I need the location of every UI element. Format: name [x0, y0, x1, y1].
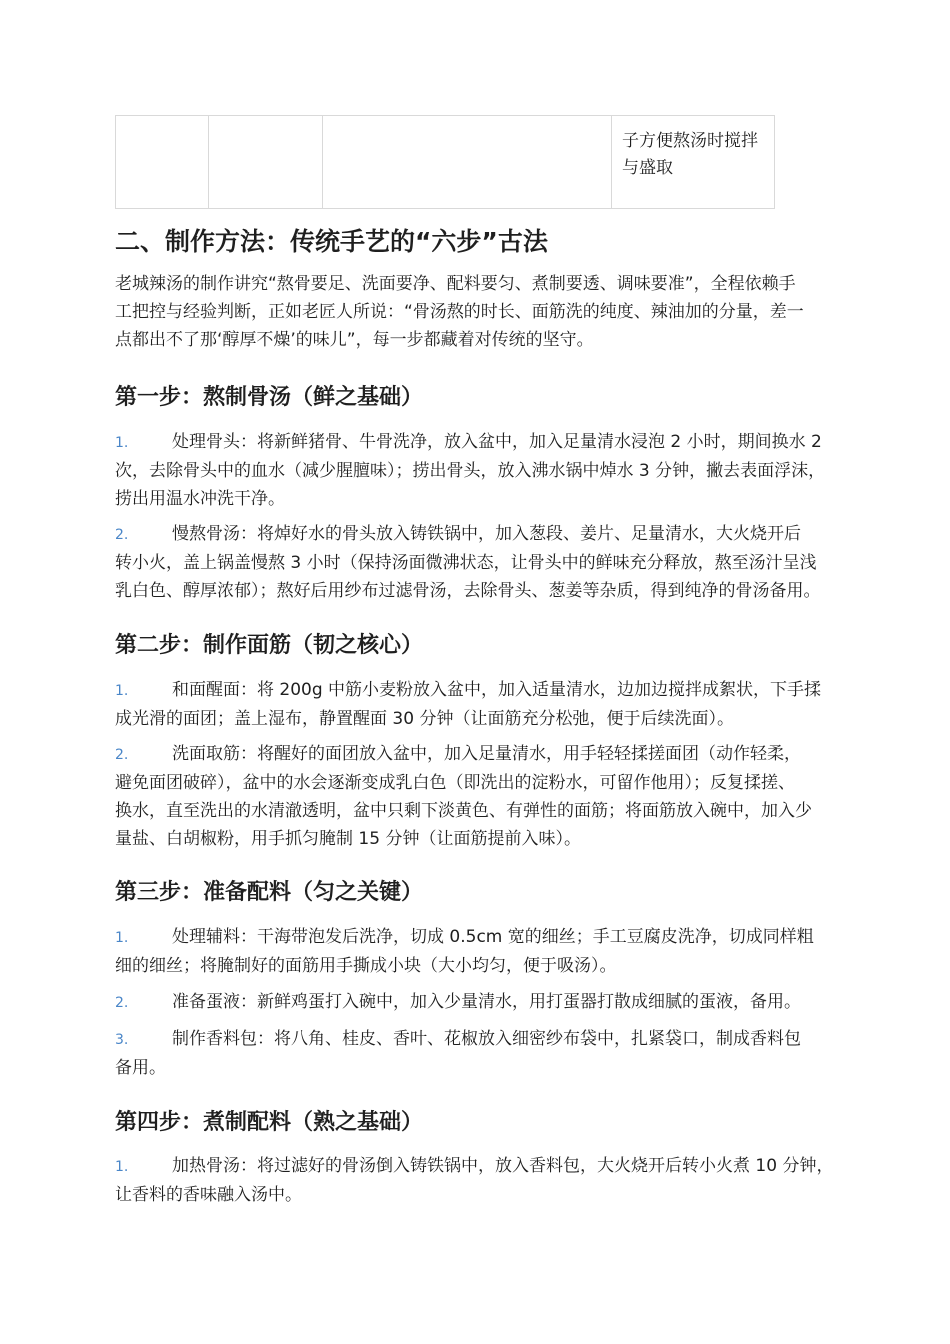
text-line: 老城辣汤的制作讲究“熬骨要足、洗面要净、配料要匀、煮制要透、调味要准”，全程依赖手 — [115, 274, 796, 294]
list-item — [115, 740, 845, 853]
text-line — [115, 923, 845, 952]
list-item — [115, 923, 845, 980]
list-item — [115, 676, 845, 733]
text-line: 和面醒面：将 200g 中筋小麦粉放入盆中，加入适量清水，边加边搅拌成絮状，下手揉 — [172, 680, 822, 700]
text-line: 乳白色、醇厚浓郁）；熬好后用纱布过滤骨汤，去除骨头、葱姜等杂质，得到纯净的骨汤备用。 — [115, 581, 821, 601]
list-number: 2. — [115, 747, 129, 763]
list-item — [115, 428, 845, 513]
text-line — [115, 740, 845, 769]
text-line: 捞出用温水冲洗干净。 — [115, 489, 285, 509]
list-item — [115, 1152, 845, 1209]
text-line: 工把控与经验判断，正如老匠人所说：“骨汤熬的时长、面筋洗的纯度、辣油加的分量，差一 — [115, 302, 804, 322]
text-line: 转小火，盖上锅盖慢熬 3 小时（保持汤面微沸状态，让骨头中的鲜味充分释放，熬至汤汁呈浅 — [115, 553, 817, 573]
step-1-heading: 第一步：熬制骨汤（鲜之基础） — [115, 385, 424, 410]
list-number: 3. — [115, 1032, 129, 1048]
text-line: 准备蛋液：新鲜鸡蛋打入碗中，加入少量清水，用打蛋器打散成细腻的蛋液，备用。 — [172, 992, 801, 1012]
text-line: 成光滑的面团；盖上湿布，静置醒面 30 分钟（让面筋充分松弛，便于后续洗面）。 — [115, 709, 734, 729]
text-line: 细的细丝；将腌制好的面筋用手撕成小块（大小均匀，便于吸汤）。 — [115, 956, 617, 976]
text-line: 换水，直至洗出的水清澈透明，盆中只剩下淡黄色、有弹性的面筋；将面筋放入碗中，加入少 — [115, 801, 812, 821]
text-line: 备用。 — [115, 1058, 166, 1078]
list-number: 2. — [115, 527, 129, 543]
text-line: 点都出不了那‘醇厚不燥’的味儿”，每一步都藏着对传统的坚守。 — [115, 330, 594, 350]
text-line: 处理骨头：将新鲜猪骨、牛骨洗净，放入盆中，加入足量清水浸泡 2 小时，期间换水 2 — [172, 432, 822, 452]
text-line: 次，去除骨头中的血水（减少腥膻味）；捞出骨头，放入沸水锅中焯水 3 分钟，撇去表面浮沫， — [115, 461, 826, 481]
table-cell-usage — [612, 116, 775, 209]
cell-line: 与盛取 — [622, 158, 673, 178]
text-line: 避免面团破碎），盆中的水会逐渐变成乳白色（即洗出的淀粉水，可留作他用）；反复揉搓、 — [115, 773, 795, 793]
step-4-heading: 第四步：煮制配料（熟之基础） — [115, 1110, 424, 1135]
text-line — [115, 428, 845, 457]
list-item — [115, 988, 845, 1017]
table-cell — [323, 116, 612, 209]
text-line — [115, 520, 845, 549]
list-number: 2. — [115, 995, 129, 1011]
step-2-heading: 第二步：制作面筋（韧之核心） — [115, 633, 424, 658]
intro-paragraph — [115, 270, 845, 354]
list-item — [115, 520, 845, 605]
step-3-heading: 第三步：准备配料（匀之关键） — [115, 880, 424, 905]
text-line: 慢熬骨汤：将焯好水的骨头放入铸铁锅中，加入葱段、姜片、足量清水，大火烧开后 — [172, 524, 801, 544]
text-line — [115, 988, 845, 1017]
text-line: 制作香料包：将八角、桂皮、香叶、花椒放入细密纱布袋中，扎紧袋口，制成香料包 — [172, 1029, 801, 1049]
text-line — [115, 1152, 845, 1181]
list-number: 1. — [115, 435, 129, 451]
text-line: 量盐、白胡椒粉，用手抓匀腌制 15 分钟（让面筋提前入味）。 — [115, 829, 581, 849]
list-item — [115, 1025, 845, 1082]
text-line: 让香料的香味融入汤中。 — [115, 1185, 302, 1205]
list-number: 1. — [115, 1159, 129, 1175]
section-heading: 二、制作方法：传统手艺的“六步”古法 — [115, 227, 548, 256]
table-cell — [116, 116, 209, 209]
text-line: 加热骨汤：将过滤好的骨汤倒入铸铁锅中，放入香料包，大火烧开后转小火煮 10 分钟， — [172, 1156, 834, 1176]
table-cell — [209, 116, 323, 209]
table-row — [116, 116, 775, 209]
cell-line: 子方便熬汤时搅拌 — [622, 131, 758, 151]
list-number: 1. — [115, 930, 129, 946]
text-line — [115, 1025, 845, 1054]
text-line: 洗面取筋：将醒好的面团放入盆中，加入足量清水，用手轻轻揉搓面团（动作轻柔， — [172, 744, 801, 764]
list-number: 1. — [115, 683, 129, 699]
text-line: 处理辅料：干海带泡发后洗净，切成 0.5cm 宽的细丝；手工豆腐皮洗净，切成同样粗 — [172, 927, 814, 947]
ingredient-table-fragment — [115, 115, 775, 209]
text-line — [115, 676, 845, 705]
